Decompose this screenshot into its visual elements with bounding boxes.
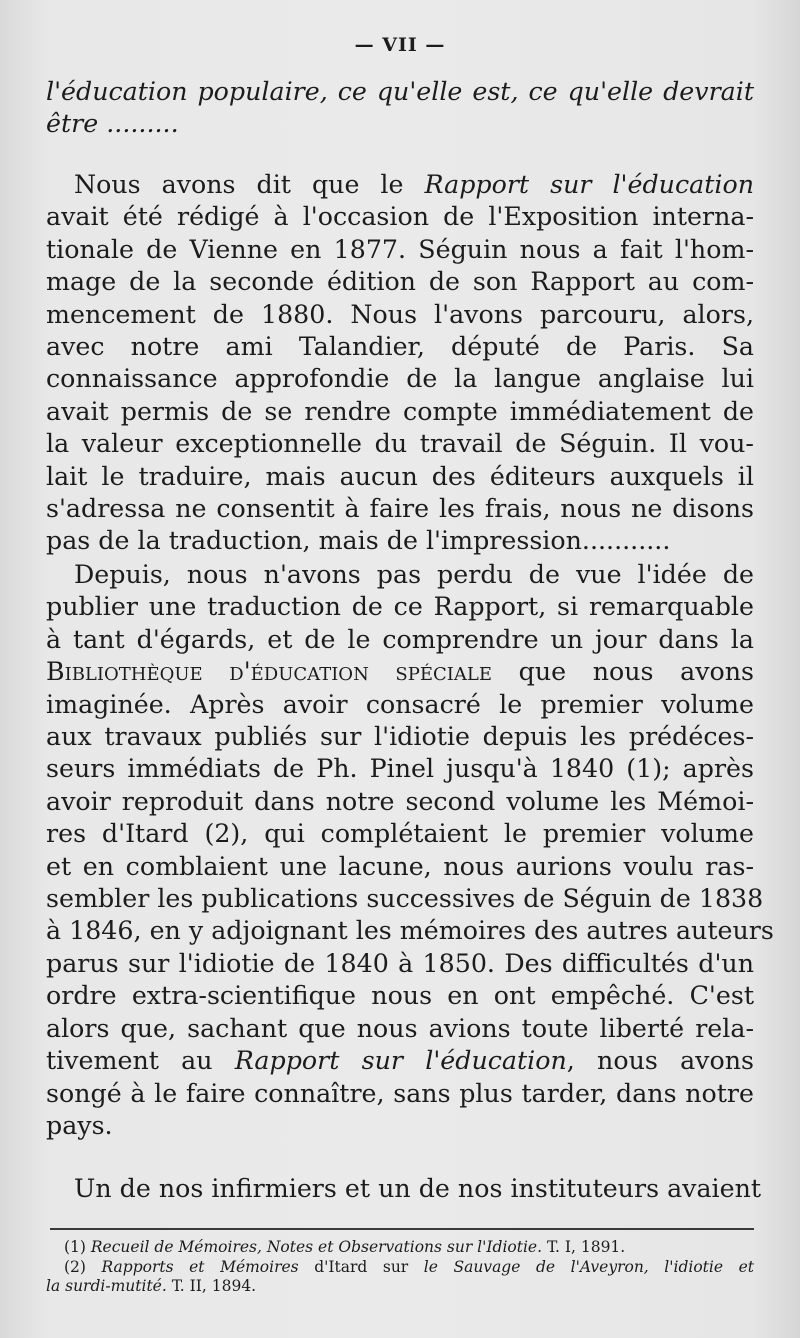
text-line: aux travaux publiés sur l'idiotie depuis les prédéces- [46, 722, 754, 752]
footnotes [46, 1238, 754, 1297]
text-line: Depuis, nous n'avons pas perdu de vue l'idée de [74, 560, 754, 589]
footnote-2-cont: la surdi-mutité. T. II, 1894. [46, 1277, 257, 1295]
text-line: res d'Itard (2), qui complétaient le premier volume [46, 819, 754, 849]
footnote-rule [50, 1228, 754, 1230]
text-line: publier une traduction de ce Rapport, si remarquable [46, 592, 754, 622]
text-line: imaginée. Après avoir consacré le premier volume [46, 689, 754, 719]
heading-line: l'éducation populaire, ce qu'elle est, ce qu'elle devrait [46, 77, 754, 106]
text-line: sembler les publications successives de Séguin de 1838 [46, 884, 764, 914]
text-line: tivement au Rapport sur l'éducation, nous avons [46, 1046, 754, 1076]
series-title: Bibliothèque d'éducation spéciale [46, 657, 492, 687]
text-line: Un de nos infirmiers et un de nos instituteurs avaient [74, 1174, 762, 1203]
text-line: mencement de 1880. Nous l'avons parcouru, alors, [46, 299, 754, 329]
text-line: avec notre ami Talandier, député de Paris. Sa [46, 332, 754, 362]
text-line: Nous avons dit que le Rapport sur l'éducation [74, 170, 754, 199]
paragraph-1 [46, 169, 754, 558]
heading-continuation [46, 76, 754, 141]
text-line: mage de la seconde édition de son Rapport au com- [46, 267, 754, 297]
text-line: la valeur exceptionnelle du travail de Séguin. Il vou- [46, 429, 754, 459]
text-line: avait été rédigé à l'occasion de l'Exposition interna- [46, 202, 754, 232]
footnote-2: (2) Rapports et Mémoires d'Itard sur le Sauvage de l'Aveyron, l'idiotie et [64, 1257, 754, 1276]
text-line: ordre extra-scientifique nous en ont empêché. C'est [46, 981, 754, 1011]
text-line: Bibliothèque d'éducation spéciale que nous avons [46, 657, 754, 687]
text-line: connaissance approfondie de la langue anglaise lui [46, 364, 754, 394]
text-line: à 1846, en y adjoignant les mémoires des autres auteurs [46, 916, 774, 946]
text-line: et en comblaient une lacune, nous aurions voulu ras- [46, 851, 754, 881]
text-line: parus sur l'idiotie de 1840 à 1850. Des difficultés d'un [46, 948, 754, 978]
text-line: pas de la traduction, mais de l'impression........... [46, 526, 671, 556]
text-line: avoir reproduit dans notre second volume les Mémoi- [46, 786, 754, 816]
paragraph-3 [46, 1173, 762, 1205]
text-line: à tant d'égards, et de le comprendre un jour dans la [46, 624, 754, 654]
text-line: s'adressa ne consentit à faire les frais, nous ne disons [46, 494, 754, 524]
footnote-1: (1) Recueil de Mémoires, Notes et Observations sur l'Idiotie. T. I, 1891. [64, 1238, 626, 1256]
text-line: seurs immédiats de Ph. Pinel jusqu'à 1840 (1); après [46, 754, 754, 784]
heading-line: être ......... [46, 109, 179, 139]
text-line: pays. [46, 1110, 113, 1140]
page-number: — VII — [354, 34, 446, 56]
text-line: songé à le faire connaître, sans plus tarder, dans notre [46, 1078, 754, 1108]
paragraph-2 [46, 559, 774, 1142]
text-line: alors que, sachant que nous avions toute liberté rela- [46, 1013, 754, 1043]
text-line: tionale de Vienne en 1877. Séguin nous a fait l'hom- [46, 234, 754, 264]
text-line: avait permis de se rendre compte immédiatement de [46, 396, 754, 426]
text-line: lait le traduire, mais aucun des éditeurs auxquels il [46, 461, 754, 491]
